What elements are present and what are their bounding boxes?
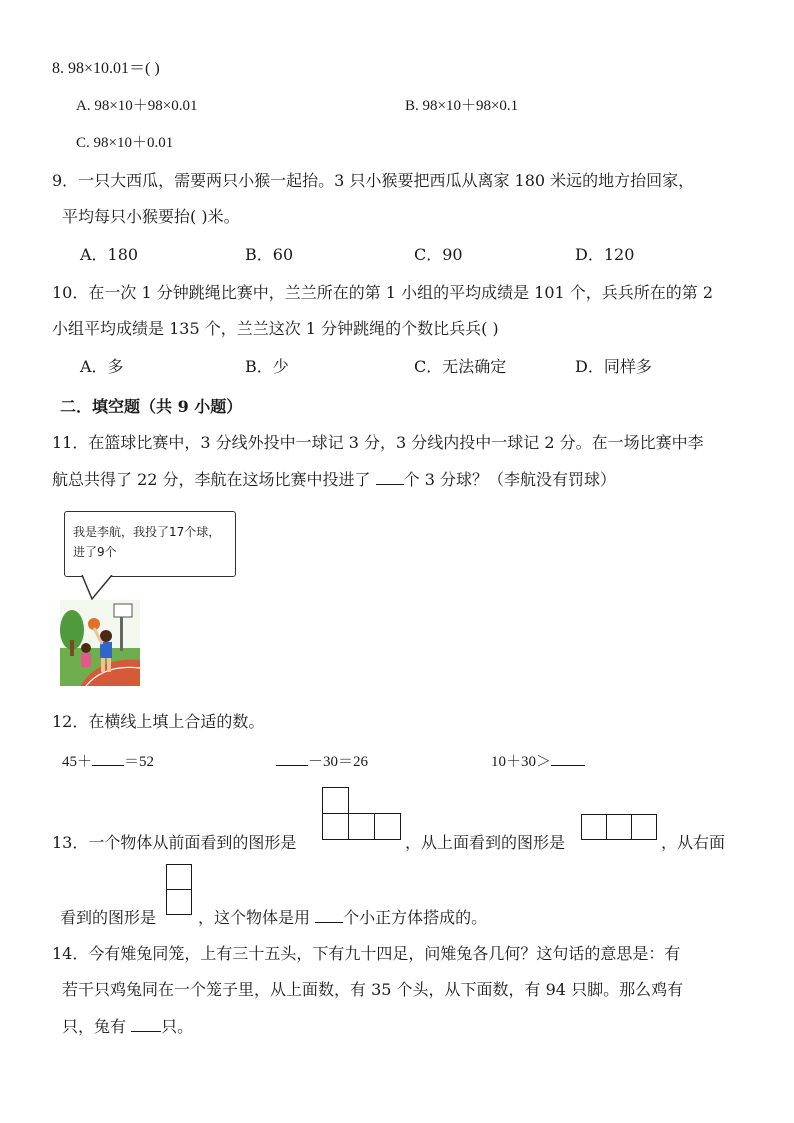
q13-text-rightview: 看到的图形是 — [60, 908, 157, 927]
q12-eq2-blank[interactable] — [276, 751, 308, 766]
q9-line1: 9．一只大西瓜，需要两只小猴一起抬。3 只小猴要把西瓜从离家 180 米远的地方抬回家， — [52, 171, 695, 190]
q13-text-built: ，这个物体是用 — [198, 908, 316, 927]
q9-option-c: C．90 — [414, 245, 463, 264]
q12-eq2 — [276, 750, 368, 771]
front-view-cell — [374, 813, 401, 840]
q13-line2 — [198, 905, 487, 928]
q12-eq1-left: 45＋ — [62, 754, 93, 770]
right-view-cell — [166, 864, 192, 890]
q10-line1: 10．在一次 1 分钟跳绳比赛中，兰兰所在的第 1 小组的平均成绩是 101 个，兵兵所在的第 2 — [52, 283, 714, 302]
q8-option-c: C. 98×10＋0.01 — [76, 135, 174, 151]
q9-option-d: D．120 — [575, 245, 635, 264]
q12-eq1 — [62, 750, 154, 771]
front-view-cell — [322, 787, 349, 814]
q8-option-a: A. 98×10＋98×0.01 — [76, 98, 198, 114]
q9-line2: 平均每只小猴要抬( )米。 — [62, 207, 240, 226]
q13-text-top: ，从上面看到的图形是 — [405, 833, 566, 852]
q11-line2-text-b: 个 3 分球？（李航没有罚球） — [403, 470, 616, 489]
top-view-cell — [581, 814, 607, 840]
q14-answer-blank[interactable] — [131, 1017, 161, 1032]
q10-option-d: D．同样多 — [575, 357, 652, 376]
q13-text-cubes: 个小正方体搭成的。 — [343, 908, 488, 927]
q10-option-b: B．少 — [245, 357, 289, 376]
q10-line2: 小组平均成绩是 135 个，兰兰这次 1 分钟跳绳的个数比兵兵( ) — [52, 319, 499, 338]
q11-line2-text-a: 航总共得了 22 分，李航在这场比赛中投进了 — [52, 470, 376, 489]
q12-eq3 — [491, 750, 585, 771]
section-title: 二．填空题（共 9 小题） — [60, 397, 243, 416]
q14-text-end: 只。 — [161, 1017, 194, 1036]
q13-text-front: 13．一个物体从前面看到的图形是 — [52, 833, 297, 852]
q12-eq1-right: ＝52 — [124, 754, 155, 770]
q11-line2 — [52, 467, 616, 490]
top-view-cell — [606, 814, 632, 840]
right-view-cell — [166, 889, 192, 915]
q9-option-a: A．180 — [80, 245, 139, 264]
q13-text-right: ，从右面 — [661, 833, 726, 852]
q10-option-a: A．多 — [80, 357, 124, 376]
q14-text-rabbit: 只，兔有 — [62, 1017, 132, 1036]
basketball-player-illustration — [60, 600, 140, 686]
q9-option-b: B．60 — [245, 245, 294, 264]
q11-answer-blank[interactable] — [376, 470, 404, 485]
q14-line2: 若干只鸡兔同在一个笼子里，从上面数，有 35 个头，从下面数，有 94 只脚。那么鸡有 — [62, 980, 684, 999]
q10-option-c: C．无法确定 — [414, 357, 507, 376]
q11-line1: 11．在篮球比赛中，3 分线外投中一球记 3 分，3 分线内投中一球记 2 分。在一场比赛中李 — [52, 433, 704, 452]
speech-bubble — [64, 511, 236, 577]
q14-line3 — [62, 1014, 193, 1037]
speech-bubble-text: 我是李航，我投了17个球，进了9个 — [73, 525, 221, 559]
q12-eq1-blank[interactable] — [92, 751, 124, 766]
q8-option-b: B. 98×10＋98×0.1 — [405, 98, 519, 114]
q12-stem: 12．在横线上填上合适的数。 — [52, 712, 265, 731]
front-view-cell — [322, 813, 349, 840]
q13-answer-blank[interactable] — [315, 908, 343, 923]
speech-bubble-tail — [80, 575, 120, 601]
q12-eq3-left: 10＋30＞ — [491, 754, 552, 770]
q8-stem: 8. 98×10.01＝( ) — [52, 60, 160, 77]
front-view-cell — [348, 813, 375, 840]
q12-eq3-blank[interactable] — [551, 751, 585, 766]
q12-eq2-right: －30＝26 — [308, 754, 369, 770]
top-view-cell — [631, 814, 657, 840]
q14-line1: 14．今有雉兔同笼，上有三十五头，下有九十四足，问雉兔各几何？这句话的意思是：有 — [52, 944, 681, 963]
